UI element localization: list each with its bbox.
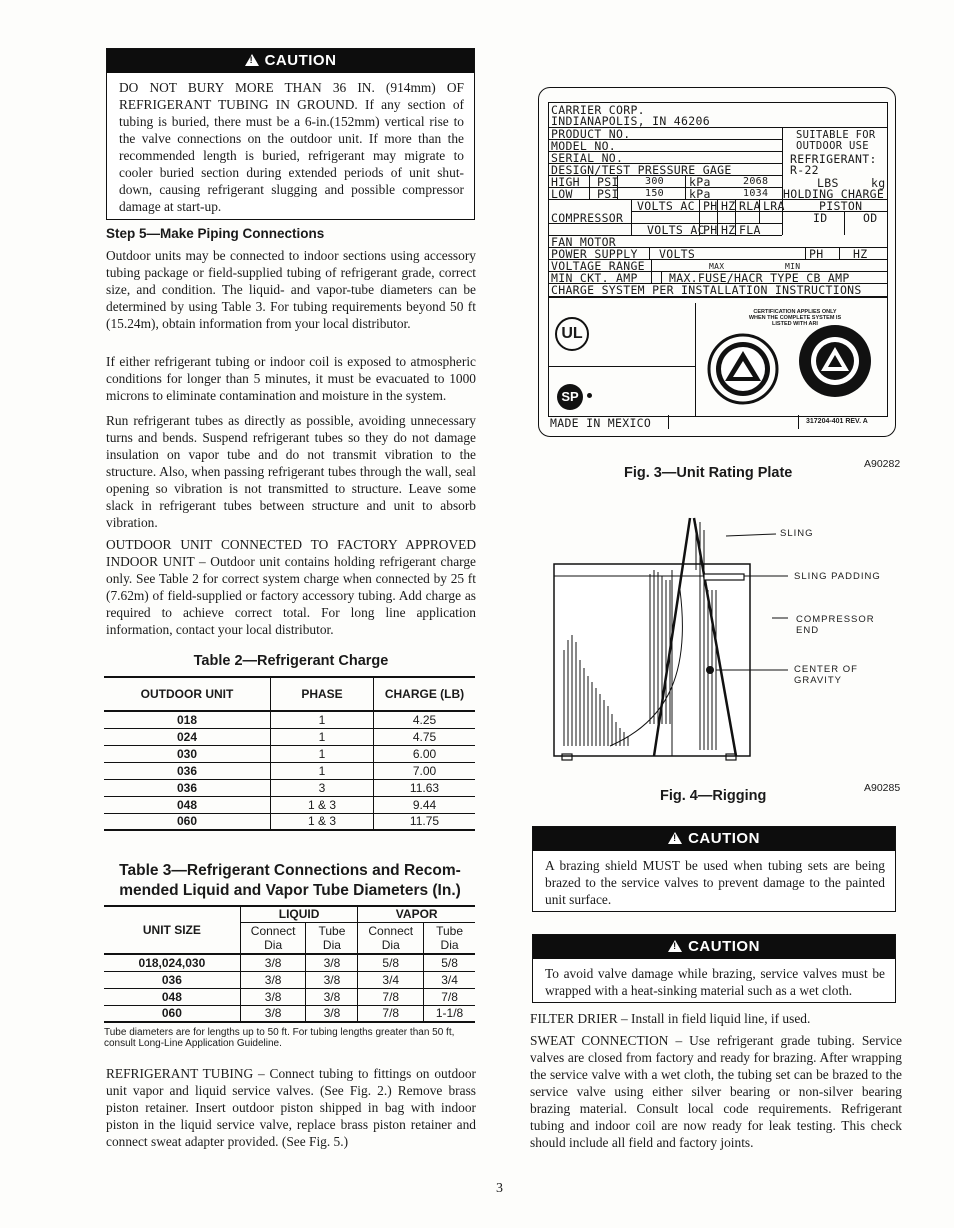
caution-box-burial (106, 48, 475, 220)
plate-design-test: DESIGN/TEST PRESSURE GAGE (551, 163, 732, 177)
table2-cell: 036 (104, 779, 271, 796)
table3-cell: 3/8 (240, 971, 306, 988)
table2-title: Table 2—Refrigerant Charge (193, 653, 389, 669)
csa-dot (587, 393, 592, 398)
caution-box-valve-damage (532, 934, 896, 1003)
table3-cell: 7/8 (358, 1005, 424, 1022)
table2-cell: 11.63 (409, 780, 440, 795)
caution-header (533, 827, 895, 851)
step5-heading: Step 5—Make Piping Connections (106, 226, 325, 241)
warning-icon (668, 832, 682, 844)
plate-lra: LRA (763, 199, 785, 213)
table2-header-charge: CHARGE (LB) (384, 687, 465, 701)
table2-cell: 018 (104, 711, 271, 728)
table2-row (104, 813, 475, 830)
plate-power-supply: POWER SUPPLY (551, 247, 638, 261)
plate-city: INDIANAPOLIS, IN 46206 (551, 114, 710, 128)
plate-min: MIN (785, 262, 801, 271)
plate-low-psi-label: PSI (597, 187, 619, 201)
plate-fan-motor: FAN MOTOR (551, 235, 617, 249)
table2-cell: 9.44 (412, 797, 437, 812)
plate-charge-system: CHARGE SYSTEM PER INSTALLATION INSTRUCTIONS (551, 283, 862, 297)
plate-low-kpa-label: kPa (689, 187, 711, 201)
table2-cell: 3 (271, 779, 374, 796)
plate-ps-ph: PH (809, 247, 824, 261)
plate-low-kpa: 1034 (743, 188, 769, 199)
plate-volts-ac: VOLTS AC (637, 199, 695, 213)
table3-subheader: Tube Dia (306, 922, 358, 954)
plate-hz: HZ (721, 199, 736, 213)
table2-row (104, 796, 475, 813)
plate-piston: PISTON (819, 199, 863, 213)
table3-cell: 3/4 (358, 971, 424, 988)
step5-paragraph-4: OUTDOOR UNIT CONNECTED TO FACTORY APPROVED INDOOR UNIT – Outdoor unit contains holding refrigerant charge only. See Table 2 for correct system charge when connected by 25 ft (7.62m) of field-supplied or factory accessory tubing. Add charge as required to achieve correct total. For long line application information, contact your local distributor. (106, 537, 476, 637)
fig4-code: A90285 (864, 782, 901, 794)
sweat-connection-paragraph: SWEAT CONNECTION – Use refrigerant grade tubing. Service valves are closed from factory and ready for brazing. After wrapping the service valve with a wet cloth, the tubing set can be brazed to the service valve using either silver bearing or non-silver bearing brazing material. Consult local code requirements. Refrigerant tubing and indoor coil are now ready for leak testing. This check should include all field and factory joints. (530, 1033, 902, 1150)
table3-cell: 048 (104, 988, 240, 1005)
step5-paragraph-3: Run refrigerant tubes as directly as possible, avoiding unnecessary turns and bends. Suspend refrigerant tubes so they do not damage insulation on vapor tube and do not transmit vibration to the structure. Also, when passing refrigerant tubes through the wall, seal opening so vibration is not transmitted to structure. Leave some slack in refrigerant tubes between structure and unit to absorb vibration. (106, 413, 476, 530)
table3-cell: 3/8 (306, 971, 358, 988)
caution-text: DO NOT BURY MORE THAN 36 IN. (914mm) OF REFRIGERANT TUBING IN GROUND. If any section of tubing is buried, there must be a 6-in.(152mm) vertical rise to the valve connections on the outdoor unit. If more than the recommended length is buried, refrigerant may migrate to cooler buried section during extended periods of unit shut-down, causing refrigerant slugging and possible compressor damage at start-up. (119, 80, 464, 214)
table3-cell: 3/4 (441, 972, 458, 987)
table3-cell: 7/8 (441, 989, 458, 1004)
table3-cell: 036 (104, 971, 240, 988)
plate-refrigerant: REFRIGERANT: (790, 152, 877, 166)
caution-text: A brazing shield MUST be used when tubing sets are being brazed to the service valves to prevent damage to the painted unit surface. (545, 858, 885, 907)
plate-fan-hz: HZ (721, 223, 736, 237)
table3 (104, 905, 475, 1023)
plate-kg: kg (871, 176, 886, 190)
ari-logo-icon (703, 329, 783, 409)
page-number: 3 (496, 1181, 503, 1196)
table3-note: Tube diameters are for lengths up to 50 ft. For tubing lengths greater than 50 ft, consult Long-Line Application Guideline. (104, 1027, 455, 1049)
table2-row (104, 728, 475, 745)
plate-inner-frame (548, 102, 888, 417)
table2-cell: 060 (104, 813, 271, 830)
table3-title-line2: mended Liquid and Vapor Tube Diameters (In.) (119, 882, 461, 899)
plate-min-ckt: MIN CKT. AMP (551, 271, 638, 285)
table3-cell: 3/8 (240, 1005, 306, 1022)
ul-logo-icon: UL (555, 317, 589, 351)
table3-title (100, 861, 480, 901)
table3-header-unit-size: UNIT SIZE (104, 906, 240, 954)
plate-serial-no: SERIAL NO. (551, 151, 624, 165)
plate-made-in: MADE IN MEXICO (550, 416, 652, 430)
table2-row (104, 779, 475, 796)
table3-cell: 1-1/8 (435, 1006, 464, 1021)
table3-subheader: Connect Dia (240, 922, 306, 954)
plate-voltage-range: VOLTAGE RANGE (551, 259, 645, 273)
fig3-caption: Fig. 3—Unit Rating Plate (624, 465, 793, 481)
plate-fan-ph: PH (703, 223, 718, 237)
plate-max-fuse: MAX.FUSE/HACR TYPE CB AMP (669, 271, 850, 285)
table3-cell: 3/8 (306, 988, 358, 1005)
table3-title-line1: Table 3—Refrigerant Connections and Recom- (119, 862, 461, 879)
caution-header (533, 935, 895, 959)
plate-high-kpa: 2068 (743, 176, 769, 187)
plate-high-psi-label: PSI (597, 175, 619, 189)
csa-logo-icon: SP (557, 384, 583, 410)
plate-product-no: PRODUCT NO. (551, 127, 631, 141)
plate-model-no: MODEL NO. (551, 139, 617, 153)
table2-row (104, 711, 475, 728)
table2 (104, 676, 475, 831)
table3-cell: 5/8 (358, 954, 424, 971)
table2-cell: 024 (104, 728, 271, 745)
table2-cell: 6.00 (412, 746, 437, 761)
step5-paragraph-2: If either refrigerant tubing or indoor coil is exposed to atmospheric conditions for longer than 5 minutes, it must be evacuated to 1000 microns to eliminate contamination and moisture in the system. (106, 354, 476, 403)
table3-header-liquid: LIQUID (240, 906, 358, 922)
refrigerant-tubing-paragraph: REFRIGERANT TUBING – Connect tubing to fittings on outdoor unit vapor and liquid service valves. (See Fig. 2.) Remove brass piston retainer. Insert outdoor piston shipped in bag with indoor piston in the liquid service valve, replace brass piston retainer and connect sweat adapter provided. (See Fig. 5.) (106, 1066, 476, 1149)
table3-row (104, 1005, 475, 1022)
plate-high: HIGH (551, 175, 580, 189)
table3-cell: 3/8 (306, 954, 358, 971)
plate-suitable: SUITABLE FOR (796, 129, 876, 141)
table2-cell: 1 (271, 762, 374, 779)
plate-holding: HOLDING CHARGE (783, 187, 885, 201)
plate-cert-text: CERTIFICATION APPLIES ONLY WHEN THE COMPLETE SYSTEM IS LISTED WITH ARI (748, 309, 842, 327)
table3-row (104, 988, 475, 1005)
table3-cell: 3/8 (306, 1005, 358, 1022)
table3-cell: 3/8 (240, 954, 306, 971)
step5-paragraph-1: Outdoor units may be connected to indoor sections using accessory tubing package or field-supplied tubing of refrigerant grade, correct size, and condition. The liquid- and vapor-tube diameters can be determined by using Table 3. For tubing requirements beyond 50 ft (15.24m), obtain information from your local distributor. (106, 248, 476, 331)
plate-id: ID (813, 211, 828, 225)
table3-row (104, 954, 475, 971)
rigging-label-sling: SLING (780, 528, 814, 539)
table2-cell: 7.00 (412, 763, 437, 778)
table2-cell: 4.75 (412, 729, 437, 744)
table3-cell: 5/8 (441, 955, 458, 970)
plate-low: LOW (551, 187, 573, 201)
plate-volts: VOLTS (659, 247, 696, 261)
table2-cell: 1 (271, 711, 374, 728)
plate-high-psi: 300 (645, 176, 664, 187)
plate-ps-hz: HZ (853, 247, 868, 261)
table3-cell: 7/8 (358, 988, 424, 1005)
table2-row (104, 762, 475, 779)
table3-subheader: Tube Dia (436, 923, 463, 952)
caution-header (107, 49, 474, 73)
table3-row (104, 971, 475, 988)
table2-cell: 048 (104, 796, 271, 813)
table3-cell: 3/8 (240, 988, 306, 1005)
table3-header-vapor: VAPOR (358, 906, 475, 922)
rigging-label-center-of-gravity: CENTER OF GRAVITY (794, 664, 858, 686)
plate-low-psi: 150 (645, 188, 664, 199)
caution-box-brazing-shield (532, 826, 896, 912)
caution-title: CAUTION (688, 938, 760, 955)
table2-cell: 036 (104, 762, 271, 779)
plate-lbs: LBS (817, 176, 839, 190)
rigging-illustration (550, 510, 800, 770)
warning-icon (668, 940, 682, 952)
plate-fan-volts-ac: VOLTS AC (647, 223, 705, 237)
plate-outdoor-use: OUTDOOR USE (796, 140, 869, 152)
table3-subheader: Connect Dia (358, 922, 424, 954)
table2-cell: 1 & 3 (271, 813, 374, 830)
caution-title: CAUTION (264, 52, 337, 69)
unit-rating-plate (538, 87, 896, 437)
fig4-caption: Fig. 4—Rigging (660, 788, 767, 804)
plate-od: OD (863, 211, 878, 225)
table2-cell: 1 & 3 (271, 796, 374, 813)
table2-header-phase: PHASE (271, 677, 374, 711)
ari-seal-icon (795, 321, 875, 401)
plate-rla: RLA (739, 199, 761, 213)
plate-r22: R-22 (790, 163, 819, 177)
filter-drier-paragraph: FILTER DRIER – Install in field liquid line, if used. (530, 1011, 811, 1026)
table2-cell: 030 (104, 745, 271, 762)
fig3-code: A90282 (864, 458, 901, 470)
plate-compressor: COMPRESSOR (551, 211, 624, 225)
table2-row (104, 745, 475, 762)
plate-ph: PH (703, 199, 718, 213)
plate-high-kpa-label: kPa (689, 175, 711, 189)
plate-company: CARRIER CORP. (551, 103, 645, 117)
caution-text: To avoid valve damage while brazing, service valves must be wrapped with a heat-sinking material such as a wet cloth. (545, 966, 885, 998)
rigging-label-sling-padding: SLING PADDING (794, 571, 881, 582)
plate-part-no: 317204-401 REV. A (806, 418, 868, 425)
rigging-label-compressor-end: COMPRESSOR END (796, 614, 875, 636)
table2-cell: 11.75 (409, 814, 440, 829)
caution-title: CAUTION (688, 830, 760, 847)
table2-cell: 1 (271, 728, 374, 745)
table2-header-unit: OUTDOOR UNIT (104, 677, 271, 711)
table2-cell: 4.25 (412, 712, 437, 727)
table2-cell: 1 (271, 745, 374, 762)
plate-bottom-row (548, 415, 886, 429)
table3-cell: 018,024,030 (104, 954, 240, 971)
table3-cell: 060 (104, 1005, 240, 1022)
warning-icon (245, 54, 259, 66)
plate-max: MAX (709, 262, 725, 271)
plate-fla: FLA (739, 223, 761, 237)
